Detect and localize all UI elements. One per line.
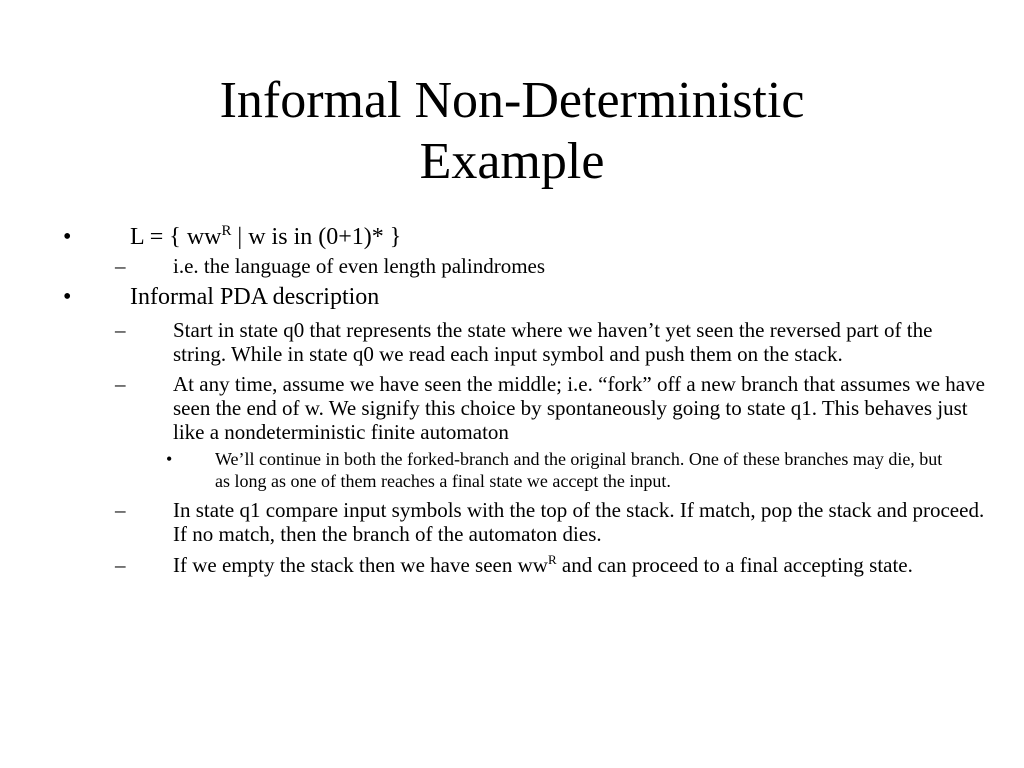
bullet-pda-heading <box>0 282 1024 312</box>
slide-title-line-2: Example <box>419 133 605 190</box>
language-definition-prefix: L = { ww <box>130 224 222 250</box>
slide-title-line-1: Informal Non-Deterministic <box>219 72 805 129</box>
dash-icon: – <box>115 553 126 577</box>
slide-body <box>0 222 1024 577</box>
step-q1-text: In state q1 compare input symbols with the top of the stack. If match, pop the stack and proceed. If no match, then the branch of the automaton dies. <box>173 498 985 546</box>
slide-title <box>100 70 924 192</box>
language-definition-superscript: R <box>221 222 232 239</box>
dash-step-q1 <box>0 498 1024 546</box>
dash-step-empty-stack <box>0 553 1024 577</box>
dash-icon: – <box>115 498 126 522</box>
step-empty-stack-text <box>173 553 990 577</box>
dash-language-note <box>0 254 1024 278</box>
dash-step-q0 <box>0 318 1024 366</box>
step-empty-stack-suffix: and can proceed to a final accepting state. <box>556 553 913 577</box>
language-note-text: i.e. the language of even length palindromes <box>173 254 546 278</box>
bullet-fork-note <box>0 449 1024 492</box>
step-empty-stack-superscript: R <box>547 551 557 567</box>
dash-icon: – <box>115 254 126 278</box>
dash-step-fork <box>0 372 1024 444</box>
fork-note-text: We’ll continue in both the forked-branch and the original branch. One of these branches may die, but as long as one of them reaches a final state we accept the input. <box>215 449 943 491</box>
bullet-dot-icon: • <box>63 284 72 310</box>
bullet-dot-icon: • <box>166 449 173 469</box>
step-fork-text: At any time, assume we have seen the middle; i.e. “fork” off a new branch that assumes we have seen the end of w. We signify this choice by spontaneously going to state q1. This behaves just like a nondeterministic finite automaton <box>173 372 985 444</box>
dash-icon: – <box>115 372 126 396</box>
language-definition-suffix: | w is in (0+1)* } <box>231 224 402 250</box>
bullet-dot-icon: • <box>63 224 72 250</box>
step-q0-text: Start in state q0 that represents the state where we haven’t yet seen the reversed part of the string. While in state q0 we read each input symbol and push them on the stack. <box>173 318 933 366</box>
pda-heading-text: Informal PDA description <box>130 284 380 310</box>
bullet-language-definition <box>0 222 1024 252</box>
step-empty-stack-prefix: If we empty the stack then we have seen ww <box>173 553 548 577</box>
dash-icon: – <box>115 318 126 342</box>
language-definition-text <box>130 222 1024 252</box>
